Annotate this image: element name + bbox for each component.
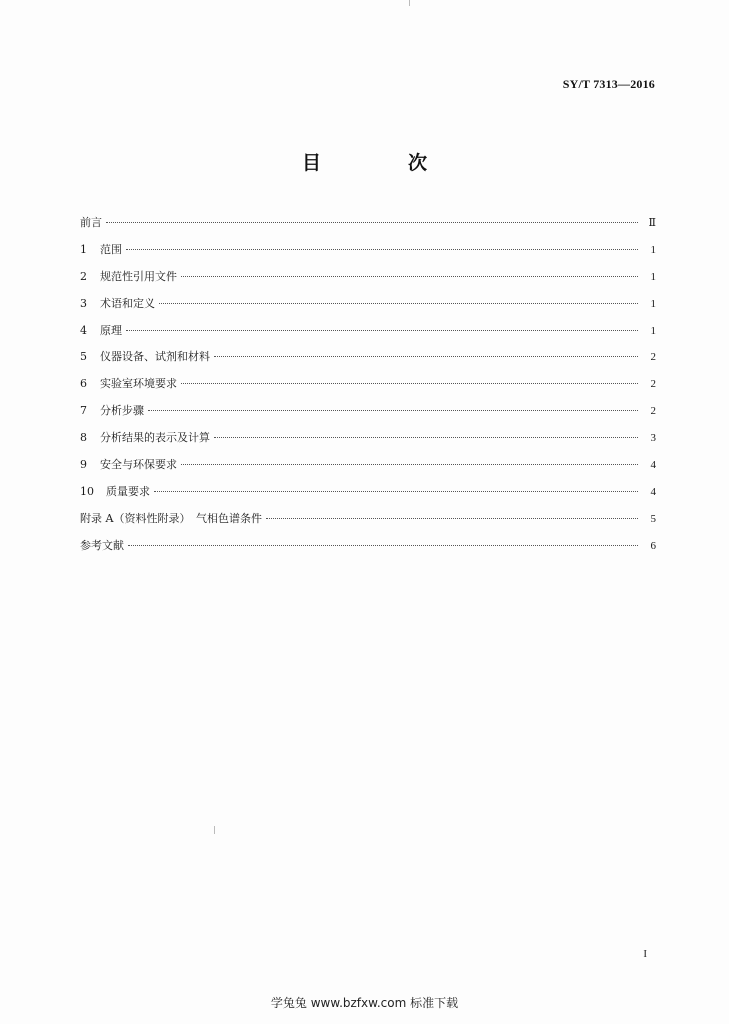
toc-entry-label: 实验室环境要求 (100, 377, 177, 391)
toc-entry-3[interactable] (80, 295, 656, 322)
toc-entry-page: 2 (650, 351, 656, 364)
toc-entry-label: 安全与环保要求 (100, 458, 177, 472)
toc-entry-number: 1 (80, 242, 87, 256)
toc-entry-number: 3 (80, 296, 87, 310)
toc-entry-page: 1 (650, 270, 656, 283)
toc-entry-annex-a[interactable] (80, 510, 656, 537)
toc-entry-label: 前言 (80, 216, 102, 229)
page-number: I (643, 948, 647, 960)
toc-entry-1[interactable] (80, 241, 656, 268)
toc-leader-dots (126, 249, 638, 250)
toc-entry-number: 9 (80, 458, 87, 472)
page-title: 目 次 (301, 152, 461, 174)
toc-leader-dots (106, 222, 638, 223)
toc-entry-number: 2 (80, 269, 87, 283)
toc-leader-dots (126, 330, 638, 331)
toc-leader-dots (181, 464, 638, 465)
toc-entry-page: Ⅱ (648, 217, 656, 229)
watermark-text: 学兔兔 www.bzfxw.com 标准下载 (270, 996, 459, 1010)
toc-entry-label: 术语和定义 (100, 296, 155, 310)
toc-entry-page: 2 (650, 378, 656, 391)
toc-leader-dots (181, 276, 638, 277)
toc-entry-6[interactable] (80, 375, 656, 402)
toc-entry-label: 参考文献 (80, 538, 124, 552)
toc-leader-dots (214, 437, 638, 438)
toc-entry-number: 6 (80, 377, 87, 391)
toc-entry-5[interactable] (80, 348, 656, 375)
toc-leader-dots (148, 410, 638, 411)
toc-entry-7[interactable] (80, 402, 656, 429)
toc-entry-page: 4 (650, 459, 656, 472)
toc-entry-number: 10 (80, 484, 94, 498)
toc-entry-9[interactable] (80, 456, 656, 483)
toc-entry-number: 5 (80, 350, 87, 364)
toc-entry-number: 8 (80, 431, 87, 445)
toc-entry-preface[interactable] (80, 214, 656, 241)
toc-entry-label: 规范性引用文件 (100, 269, 177, 283)
toc-entry-label: 附录 A（资料性附录） 气相色谱条件 (80, 511, 262, 525)
toc-entry-label: 仪器设备、试剂和材料 (100, 350, 210, 364)
toc-entry-page: 2 (650, 405, 656, 418)
toc-entry-label: 质量要求 (106, 484, 150, 498)
toc-leader-dots (128, 545, 638, 546)
toc-entry-label: 分析结果的表示及计算 (100, 431, 210, 445)
toc-leader-dots (154, 491, 638, 492)
table-of-contents (80, 214, 656, 564)
toc-entry-4[interactable] (80, 322, 656, 349)
toc-entry-page: 3 (650, 432, 656, 445)
scan-speck (409, 0, 410, 6)
toc-entry-page: 5 (650, 512, 656, 525)
toc-entry-page: 1 (650, 297, 656, 310)
toc-entry-number: 4 (80, 323, 87, 337)
toc-entry-label: 分析步骤 (100, 404, 144, 418)
toc-entry-label: 范围 (100, 242, 122, 256)
toc-leader-dots (181, 383, 638, 384)
scan-speck (214, 826, 215, 834)
toc-leader-dots (159, 303, 638, 304)
toc-entry-number: 7 (80, 404, 87, 418)
toc-entry-bibliography[interactable] (80, 537, 656, 564)
toc-entry-page: 4 (650, 485, 656, 498)
toc-entry-8[interactable] (80, 429, 656, 456)
toc-entry-label: 原理 (100, 323, 122, 337)
toc-entry-page: 1 (650, 243, 656, 256)
toc-leader-dots (214, 356, 638, 357)
toc-entry-10[interactable] (80, 483, 656, 510)
toc-leader-dots (266, 518, 638, 519)
toc-entry-page: 6 (650, 539, 656, 552)
document-code: SY/T 7313—2016 (562, 77, 655, 91)
toc-entry-page: 1 (650, 324, 656, 337)
toc-entry-2[interactable] (80, 268, 656, 295)
